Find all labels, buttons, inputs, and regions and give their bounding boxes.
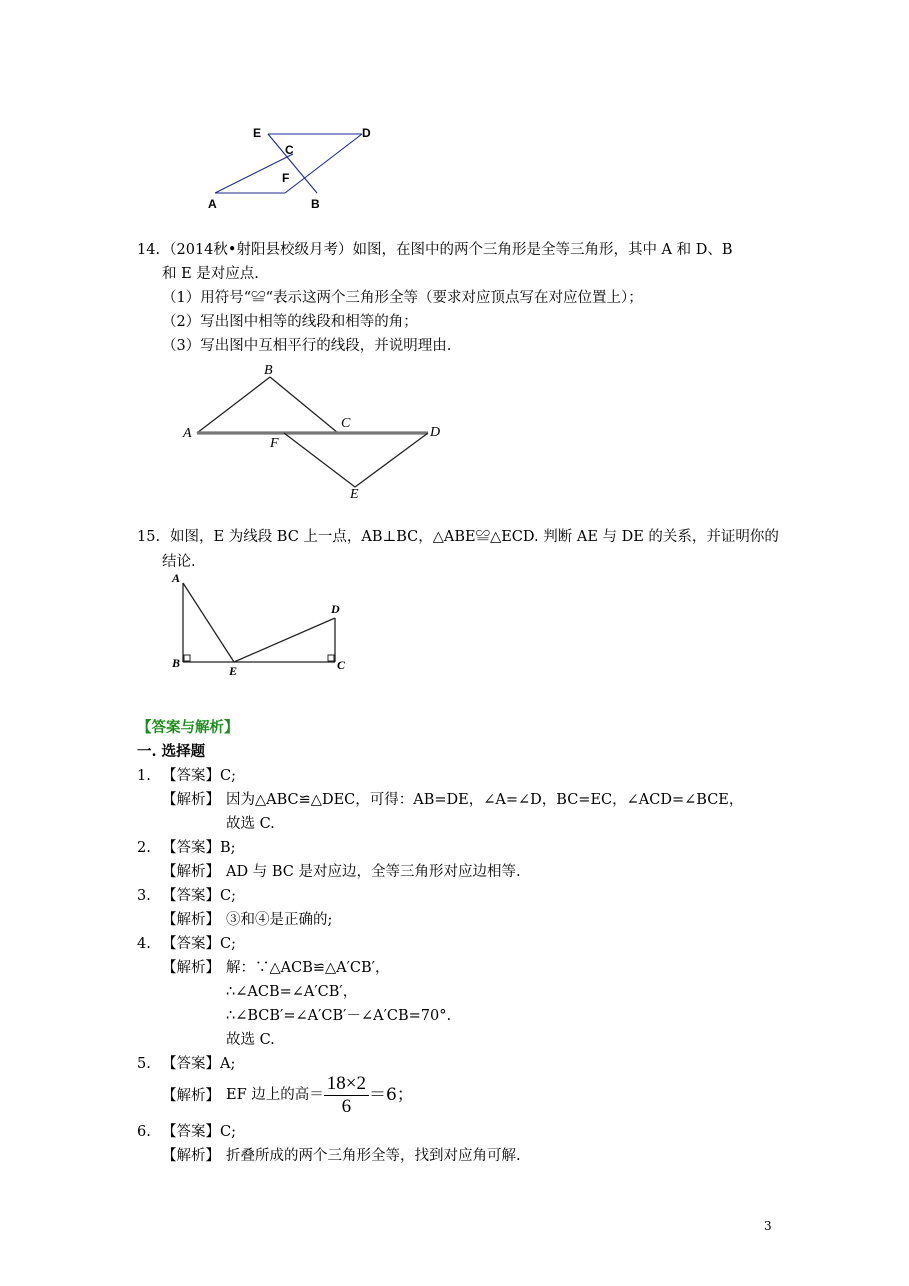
answer-5-fraction-tail: ＝6； xyxy=(368,1085,414,1105)
answer-1-analysis-tag: 【解析】 xyxy=(162,792,220,808)
answer-4-extra-3: 故选 C. xyxy=(226,1032,275,1048)
answer-3-number: 3. xyxy=(137,888,151,904)
q14-label-d: D xyxy=(430,425,441,440)
q14-line2: 和 E 是对应点. xyxy=(162,266,259,282)
q15-line2: 结论. xyxy=(162,554,196,570)
answer-5-fraction xyxy=(324,1073,369,1118)
answer-4-number: 4. xyxy=(137,936,151,952)
q15-label-d: D xyxy=(331,602,340,616)
fig1-label-e: E xyxy=(253,126,262,140)
q14-sub1: （1）用符号“≌“表示这两个三角形全等（要求对应顶点写在对应位置上）； xyxy=(162,290,643,306)
answer-2-analysis-tag: 【解析】 xyxy=(162,864,220,880)
answer-2-analysis: AD 与 BC 是对应边，全等三角形对应边相等. xyxy=(226,864,521,880)
answers-section-title: 一. 选择题 xyxy=(137,743,206,760)
q15-label-a: A xyxy=(172,571,181,585)
q15-label-b: B xyxy=(172,656,181,670)
answer-6-number: 6. xyxy=(137,1124,151,1140)
answer-5-analysis-tag: 【解析】 xyxy=(162,1088,220,1104)
answer-5-answer: 【答案】A; xyxy=(162,1056,236,1072)
answer-4-extra-1: ∴∠ACB=∠A′CB′， xyxy=(226,984,358,1000)
answer-5-fraction-denominator: 6 xyxy=(341,1095,352,1117)
answer-1-answer: 【答案】C; xyxy=(162,768,236,784)
answer-1-extra-1: 故选 C. xyxy=(226,816,275,832)
answer-3-answer: 【答案】C; xyxy=(162,888,236,904)
q14-line1: （2014秋•射阳县校级月考）如图，在图中的两个三角形是全等三角形，其中 A 和 D、B xyxy=(162,242,733,258)
answer-1-analysis: 因为△ABC≌△DEC，可得：AB=DE，∠A=∠D，BC=EC，∠ACD=∠BCE， xyxy=(226,792,744,808)
figure-q15-right-triangles xyxy=(170,570,360,680)
answer-4-answer: 【答案】C; xyxy=(162,936,236,952)
answers-heading: 【答案与解析】 xyxy=(137,719,239,736)
answer-2-number: 2. xyxy=(137,840,151,856)
fig1-label-a: A xyxy=(208,197,217,211)
answer-6-analysis-tag: 【解析】 xyxy=(162,1148,220,1164)
q15-label-c: C xyxy=(337,658,346,672)
answer-4-analysis: 解：∵△ACB≌△A′CB′， xyxy=(226,960,390,976)
answer-2-answer: 【答案】B; xyxy=(162,840,236,856)
q14-label-c: C xyxy=(341,416,351,431)
q14-number: 14. xyxy=(137,242,161,258)
fig1-label-d: D xyxy=(362,126,371,140)
q15-label-e: E xyxy=(229,664,238,678)
answer-4-extra-2: ∴∠BCB′=∠A′CB′－∠A′CB=70°. xyxy=(226,1008,452,1024)
answer-5-analysis-formula xyxy=(226,1070,414,1120)
q14-sub3: （3）写出图中互相平行的线段，并说明理由. xyxy=(162,338,452,354)
page-number: 3 xyxy=(764,1219,772,1233)
answer-1-number: 1. xyxy=(137,768,151,784)
q14-label-f: F xyxy=(270,436,279,451)
answer-5-fraction-numerator: 18×2 xyxy=(324,1073,369,1096)
q14-sub2: （2）写出图中相等的线段和相等的角； xyxy=(162,314,418,330)
fig1-label-f: F xyxy=(282,171,290,185)
q15-line1: 如图，E 为线段 BC 上一点，AB⊥BC，△ABE≌△ECD. 判断 AE 与 DE 的关系，并证明你的 xyxy=(170,529,779,545)
answer-6-analysis: 折叠所成的两个三角形全等，找到对应角可解. xyxy=(226,1148,521,1164)
fig1-label-b: B xyxy=(311,197,320,211)
fig1-label-c: C xyxy=(285,143,294,157)
answer-3-analysis-tag: 【解析】 xyxy=(162,912,220,928)
q14-label-b: B xyxy=(264,363,273,378)
answer-5-analysis: EF 边上的高＝ xyxy=(226,1087,324,1103)
answer-4-analysis-tag: 【解析】 xyxy=(162,960,220,976)
figure-q14-triangles xyxy=(180,360,460,510)
q15-number: 15. xyxy=(137,529,161,545)
answer-5-number: 5. xyxy=(137,1056,151,1072)
answer-3-analysis: ③和④是正确的; xyxy=(226,912,333,928)
answer-6-answer: 【答案】C; xyxy=(162,1124,236,1140)
q14-label-e: E xyxy=(350,487,359,502)
q14-label-a: A xyxy=(183,426,192,441)
